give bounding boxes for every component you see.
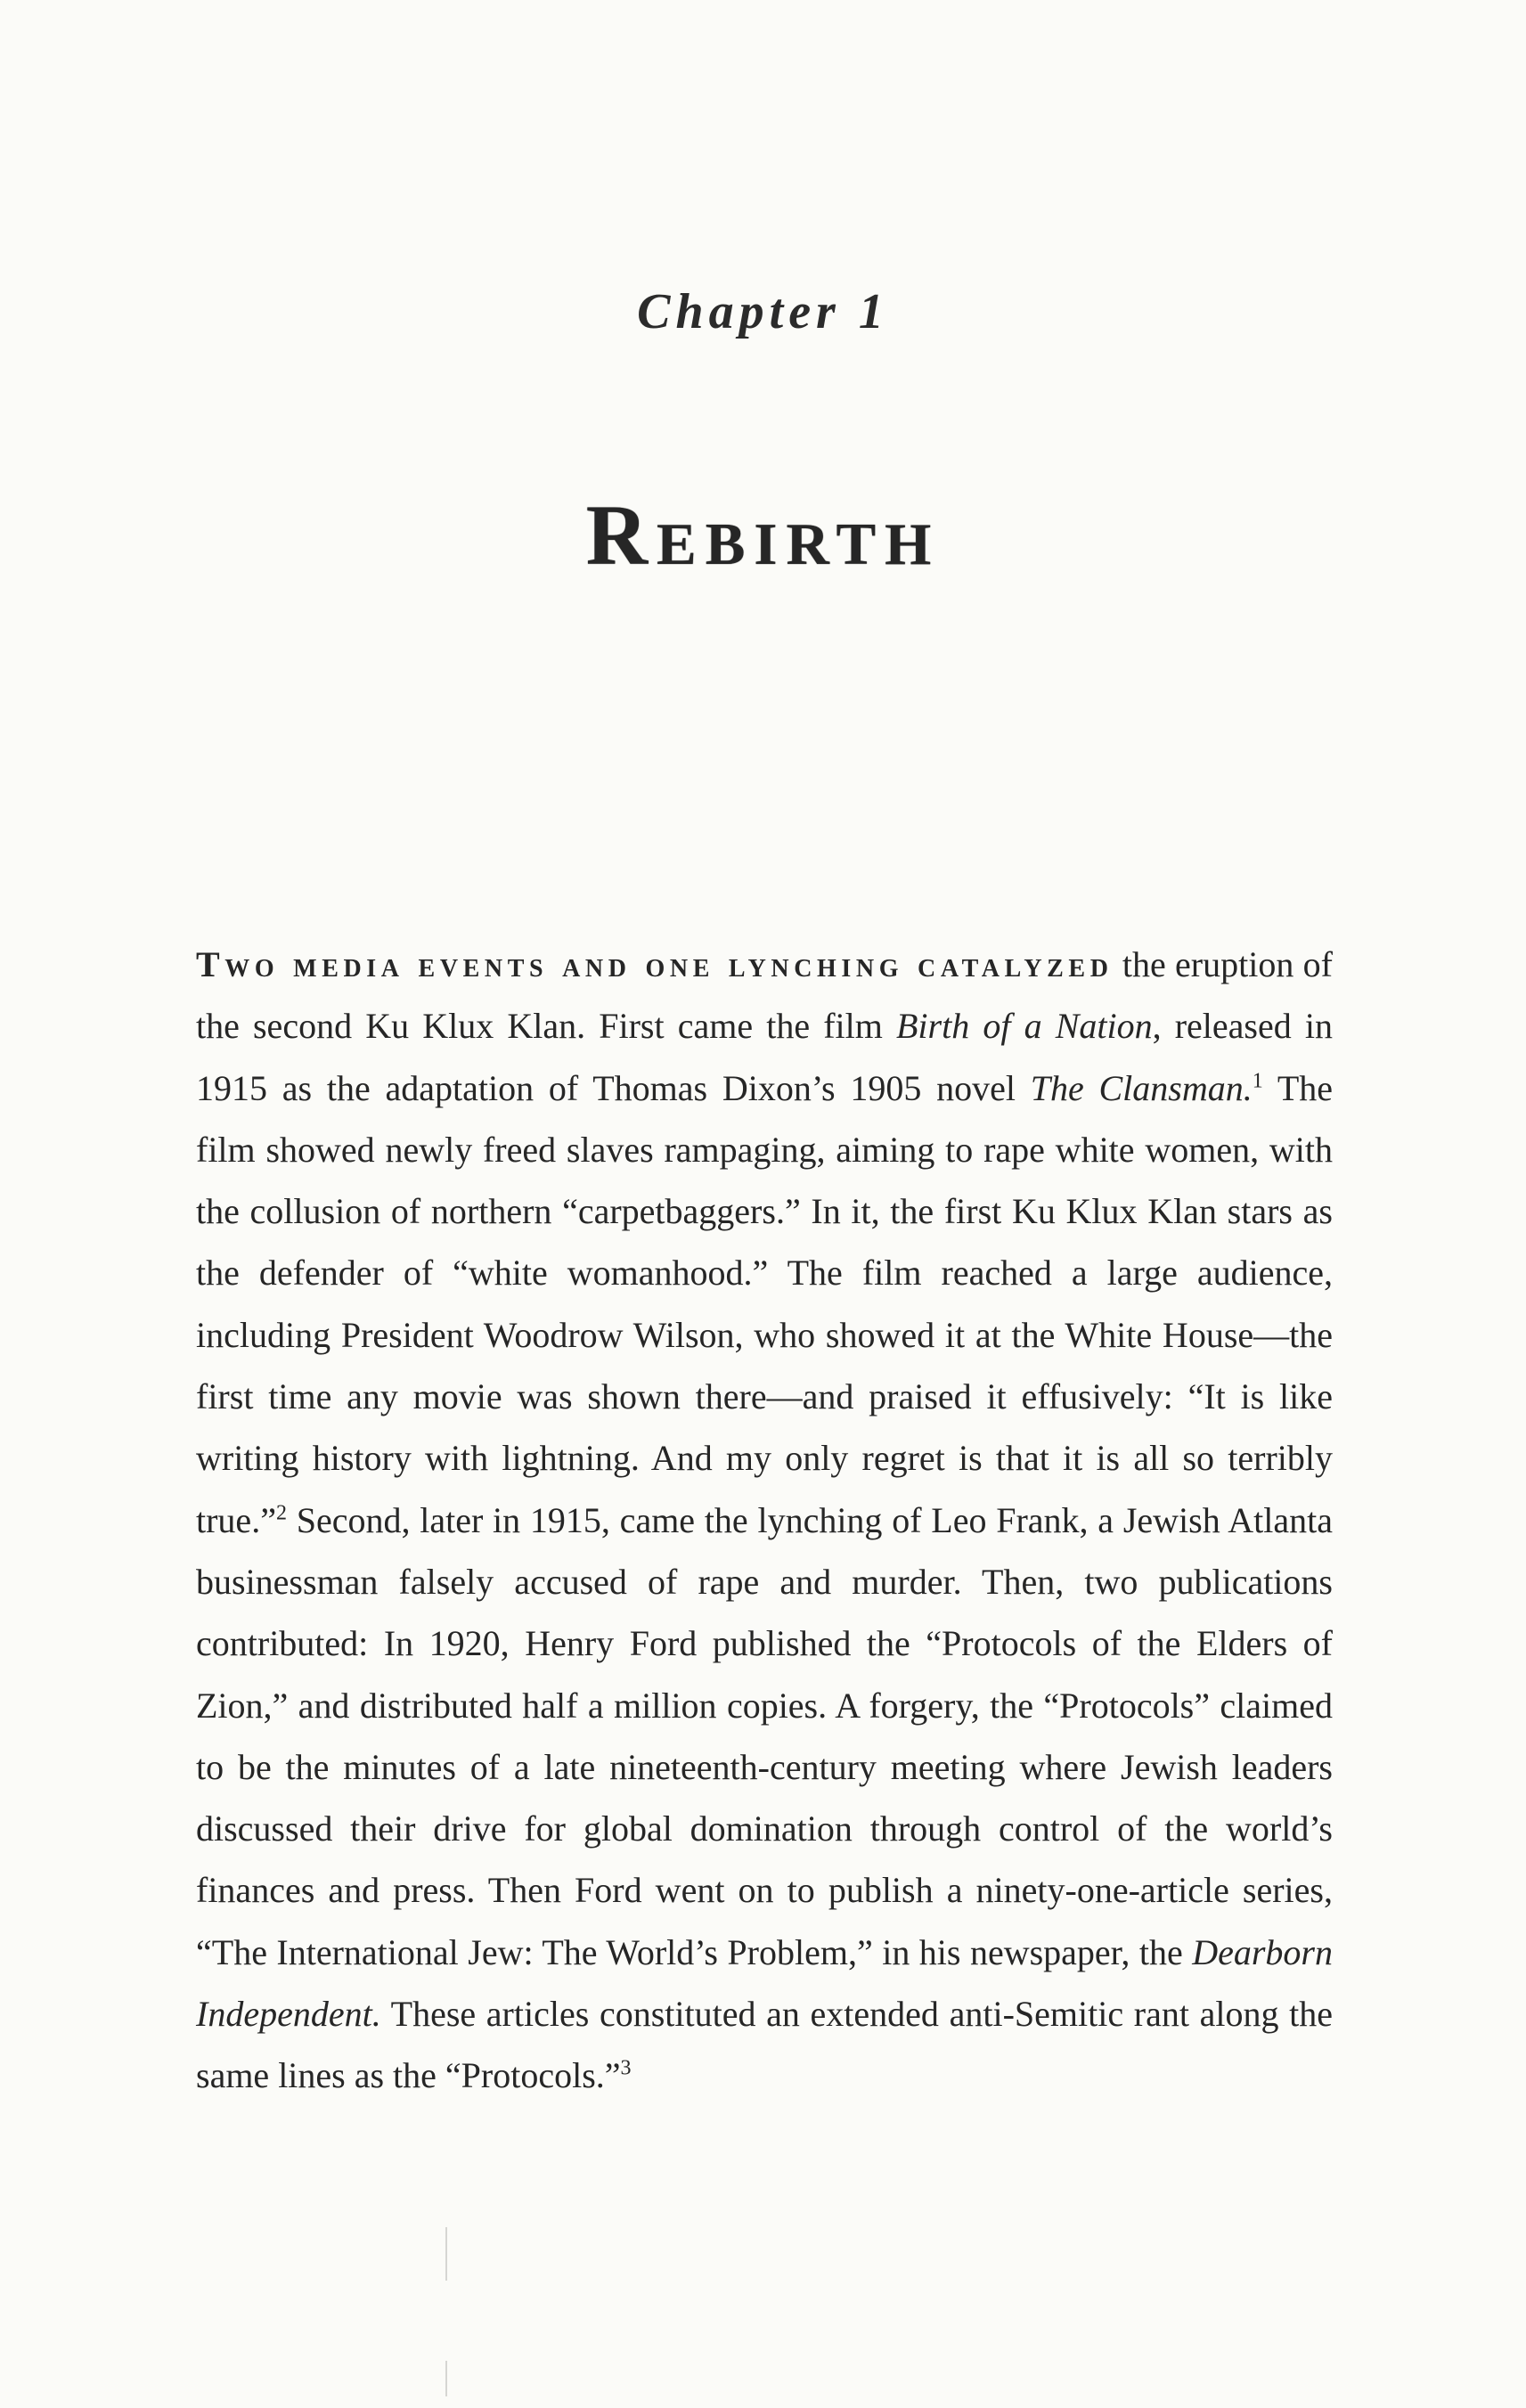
- body-text-segment: , released in 1915 as the adaptation of Thomas Dixon’s 1905 novel: [196, 1006, 1333, 1108]
- chapter-number: Chapter 1: [637, 284, 889, 339]
- footnote-ref-2: 2: [275, 1501, 287, 1525]
- chapter-title: Rebirth: [585, 487, 941, 583]
- scan-artifact-line: [445, 2227, 447, 2281]
- lead-in-text: Two media events and one lynching catalyzed: [196, 944, 1114, 984]
- footnote-ref-1: 1: [1252, 1069, 1263, 1093]
- body-paragraph: [196, 934, 1333, 2107]
- body-text-segment: The film showed newly freed slaves rampaging, aiming to rape white women, with the collusion of northern “carpetbaggers.” In it, the first Ku Klux Klan stars as the defender of “white womanhood.” The film reached a large audience, including President Woodrow Wilson, who showed it at the White House—the first time any movie was shown there—and praised it effusively: “It is like writing history with lightning. And my only regret is that it is all so terribly true.”: [196, 1067, 1334, 1540]
- body-text-segment: Second, later in 1915, came the lynching of Leo Frank, a Jewish Atlanta businessman falsely accused of rape and murder. Then, two publications contributed: In 1920, Henry Ford published the “Protocols of the Elders of Zion,” and distributed half a million copies. A forgery, the “Protocols” claimed to be the minutes of a late nineteenth-century meeting where Jewish leaders discussed their drive for global domination through control of the world’s finances and press. Then Ford went on to publish a ninety-one-article series, “The International Jew: The World’s Problem,” in his newspaper, the: [196, 1499, 1333, 1972]
- novel-title: The Clansman.: [1030, 1067, 1253, 1108]
- body-text-segment: These articles constituted an extended anti-Semitic rant along the same lines as the “Protocols.”: [196, 1994, 1333, 2096]
- film-title: Birth of a Nation: [895, 1006, 1153, 1047]
- newspaper-title: Dearborn Independent.: [196, 1931, 1333, 2035]
- body-text-segment: the eruption of the second Ku Klux Klan. First came the film: [196, 944, 1333, 1047]
- footnote-ref-3: 3: [620, 2057, 632, 2081]
- scan-artifact-line: [445, 2361, 447, 2396]
